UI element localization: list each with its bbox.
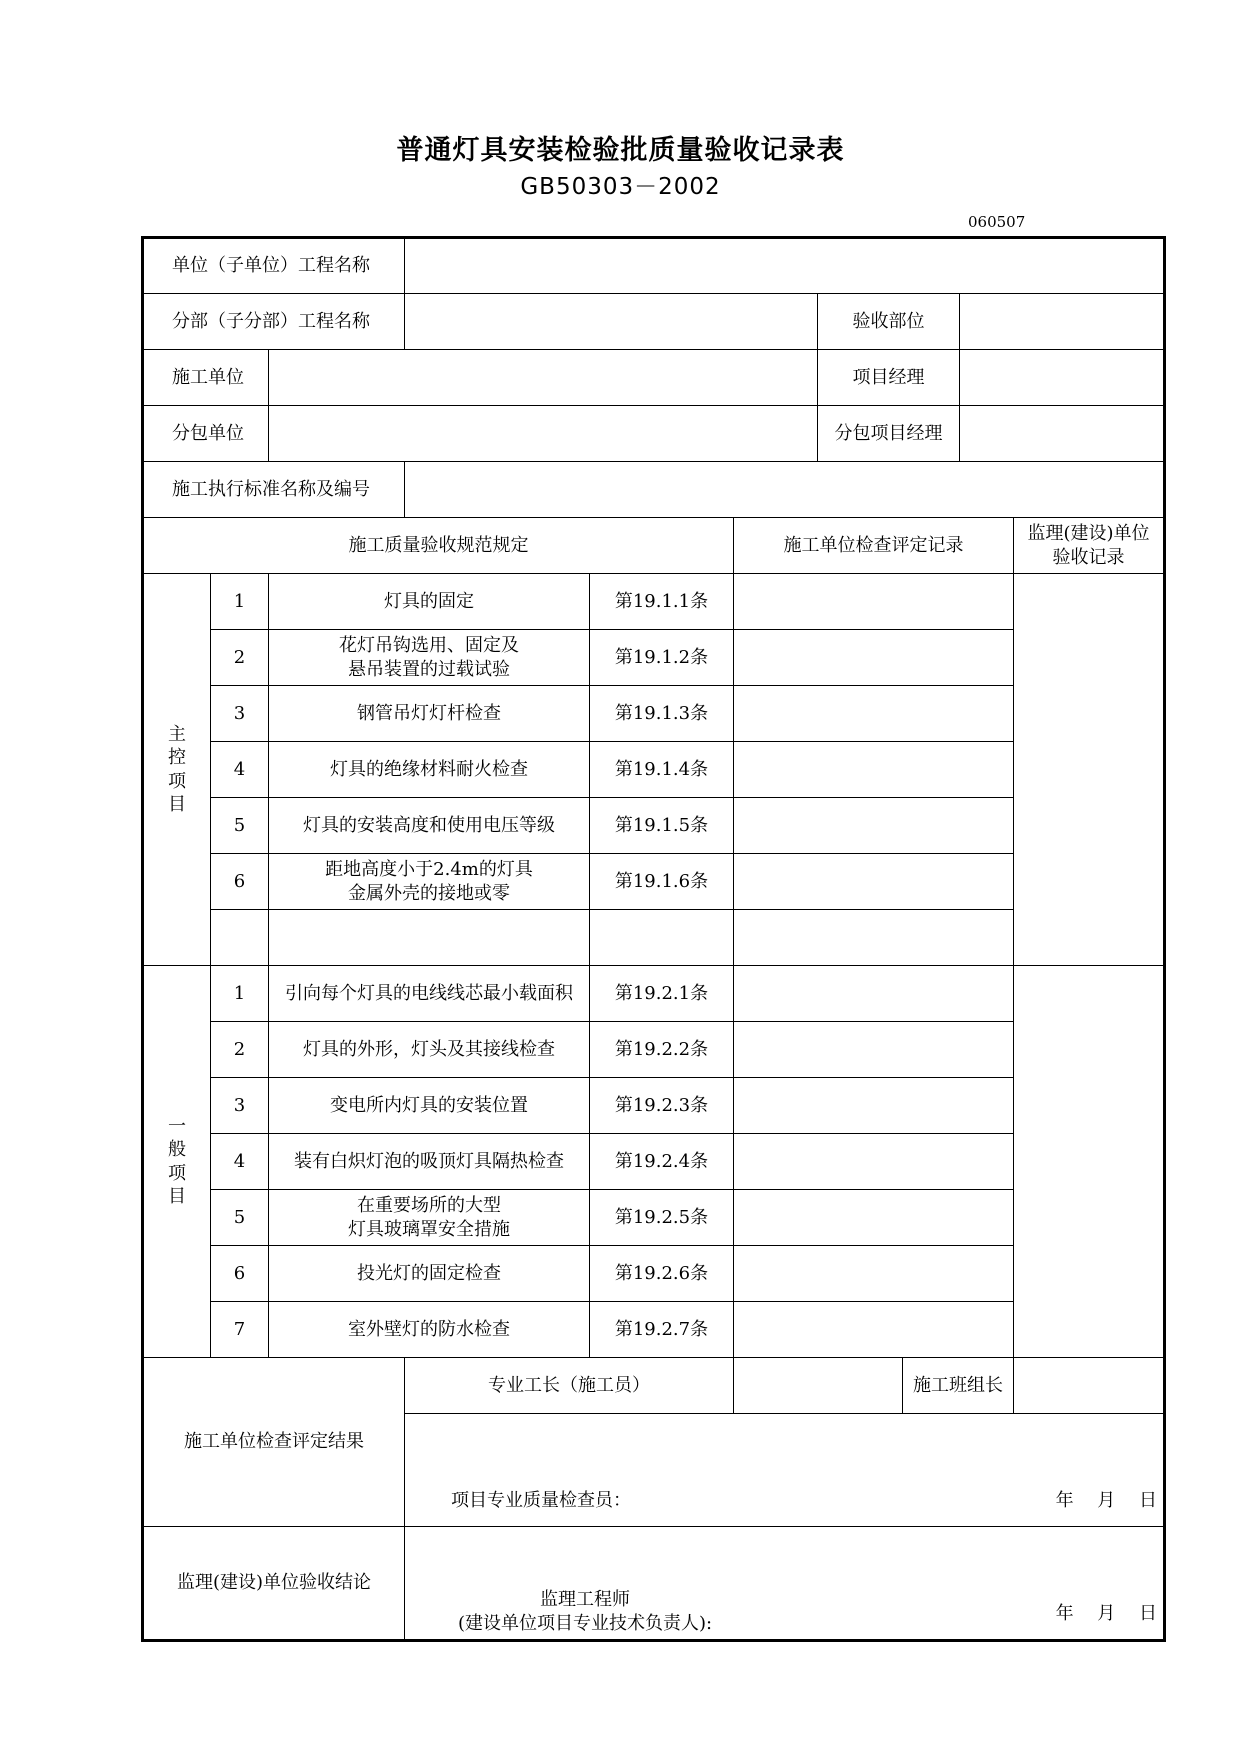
item-description: 灯具的安装高度和使用电压等级 [269, 798, 590, 854]
item-number: 1 [211, 574, 269, 630]
inspection-record-table [141, 236, 1166, 1642]
item-description: 室外壁灯的防水检查 [269, 1302, 590, 1358]
item-description: 装有白炽灯泡的吸顶灯具隔热检查 [269, 1134, 590, 1190]
foreman-label: 专业工长（施工员） [405, 1358, 734, 1414]
supervisor-conclusion-area[interactable] [405, 1527, 1165, 1641]
item-record-field[interactable] [734, 1134, 1014, 1190]
main-control-supervisor-field[interactable] [1014, 574, 1165, 966]
team-leader-label: 施工班组长 [903, 1358, 1014, 1414]
project-manager-label: 项目经理 [818, 350, 960, 406]
item-clause: 第19.1.3条 [590, 686, 734, 742]
item-clause: 第19.2.3条 [590, 1078, 734, 1134]
item-clause: 第19.2.1条 [590, 966, 734, 1022]
general-supervisor-field[interactable] [1014, 966, 1165, 1358]
item-description: 引向每个灯具的电线线芯最小载面积 [269, 966, 590, 1022]
item-description: 变电所内灯具的安装位置 [269, 1078, 590, 1134]
item-record-field[interactable] [734, 910, 1014, 966]
item-description: 花灯吊钩选用、固定及 悬吊装置的过载试验 [269, 630, 590, 686]
item-number: 4 [211, 1134, 269, 1190]
item-clause: 第19.2.7条 [590, 1302, 734, 1358]
check-date: 年 月 日 [1055, 1489, 1158, 1511]
sub-project-manager-field[interactable] [960, 406, 1165, 462]
item-description-empty [269, 910, 590, 966]
item-number: 6 [211, 854, 269, 910]
item-record-field[interactable] [734, 1246, 1014, 1302]
supervisor-signature-label: 监理工程师 (建设单位项目专业技术负责人): [457, 1589, 713, 1634]
form-number: 060507 [968, 213, 1026, 231]
standard-code: GB50303－2002 [520, 174, 721, 200]
item-description: 距地高度小于2.4m的灯具 金属外壳的接地或零 [269, 854, 590, 910]
check-result-label: 施工单位检查评定结果 [143, 1358, 405, 1527]
item-number-empty [211, 910, 269, 966]
item-description: 灯具的固定 [269, 574, 590, 630]
item-description: 投光灯的固定检查 [269, 1246, 590, 1302]
unit-project-label: 单位（子单位）工程名称 [143, 238, 405, 294]
item-clause: 第19.1.6条 [590, 854, 734, 910]
record-column-header: 施工单位检查评定记录 [734, 518, 1014, 574]
item-clause: 第19.1.5条 [590, 798, 734, 854]
item-record-field[interactable] [734, 854, 1014, 910]
item-description: 灯具的绝缘材料耐火检查 [269, 742, 590, 798]
item-record-field[interactable] [734, 1022, 1014, 1078]
item-record-field[interactable] [734, 1078, 1014, 1134]
main-control-group-label: 主 控 项 目 [143, 574, 211, 966]
form-title: 普通灯具安装检验批质量验收记录表 [396, 135, 845, 166]
item-clause: 第19.1.4条 [590, 742, 734, 798]
supervisor-header-line2: 验收记录 [1052, 546, 1125, 568]
supervisor-conclusion-label: 监理(建设)单位验收结论 [143, 1527, 405, 1641]
sub-project-field[interactable] [405, 294, 818, 350]
item-clause: 第19.1.2条 [590, 630, 734, 686]
item-record-field[interactable] [734, 574, 1014, 630]
subcontractor-field[interactable] [269, 406, 818, 462]
item-description: 在重要场所的大型 灯具玻璃罩安全措施 [269, 1190, 590, 1246]
item-number: 6 [211, 1246, 269, 1302]
general-group-label: 一 般 项 目 [143, 966, 211, 1358]
check-result-area[interactable] [405, 1414, 1165, 1527]
supervisor-header-line1: 监理(建设)单位 [1027, 523, 1150, 545]
supervisor-date: 年 月 日 [1055, 1602, 1158, 1624]
sub-project-label: 分部（子分部）工程名称 [143, 294, 405, 350]
item-clause: 第19.2.2条 [590, 1022, 734, 1078]
item-clause-empty [590, 910, 734, 966]
item-clause: 第19.2.6条 [590, 1246, 734, 1302]
project-manager-field[interactable] [960, 350, 1165, 406]
item-record-field[interactable] [734, 1302, 1014, 1358]
inspection-part-label: 验收部位 [818, 294, 960, 350]
item-record-field[interactable] [734, 1190, 1014, 1246]
construction-unit-field[interactable] [269, 350, 818, 406]
item-number: 5 [211, 1190, 269, 1246]
item-number: 4 [211, 742, 269, 798]
item-clause: 第19.1.1条 [590, 574, 734, 630]
item-number: 7 [211, 1302, 269, 1358]
item-number: 2 [211, 1022, 269, 1078]
standard-name-field[interactable] [405, 462, 1165, 518]
inspection-part-field[interactable] [960, 294, 1165, 350]
item-description: 钢管吊灯灯杆检查 [269, 686, 590, 742]
item-record-field[interactable] [734, 686, 1014, 742]
item-record-field[interactable] [734, 798, 1014, 854]
standard-name-label: 施工执行标准名称及编号 [143, 462, 405, 518]
item-record-field[interactable] [734, 966, 1014, 1022]
spec-column-header: 施工质量验收规范规定 [143, 518, 734, 574]
subcontractor-label: 分包单位 [143, 406, 269, 462]
sub-project-manager-label: 分包项目经理 [818, 406, 960, 462]
item-description: 灯具的外形，灯头及其接线检查 [269, 1022, 590, 1078]
item-number: 5 [211, 798, 269, 854]
item-number: 2 [211, 630, 269, 686]
supervisor-column-header [1014, 518, 1165, 574]
item-number: 3 [211, 1078, 269, 1134]
construction-unit-label: 施工单位 [143, 350, 269, 406]
quality-inspector-label: 项目专业质量检查员： [451, 1489, 631, 1511]
unit-project-field[interactable] [405, 238, 1165, 294]
team-leader-field[interactable] [1014, 1358, 1165, 1414]
foreman-field[interactable] [734, 1358, 903, 1414]
item-record-field[interactable] [734, 630, 1014, 686]
item-record-field[interactable] [734, 742, 1014, 798]
item-number: 3 [211, 686, 269, 742]
item-clause: 第19.2.4条 [590, 1134, 734, 1190]
item-number: 1 [211, 966, 269, 1022]
item-clause: 第19.2.5条 [590, 1190, 734, 1246]
